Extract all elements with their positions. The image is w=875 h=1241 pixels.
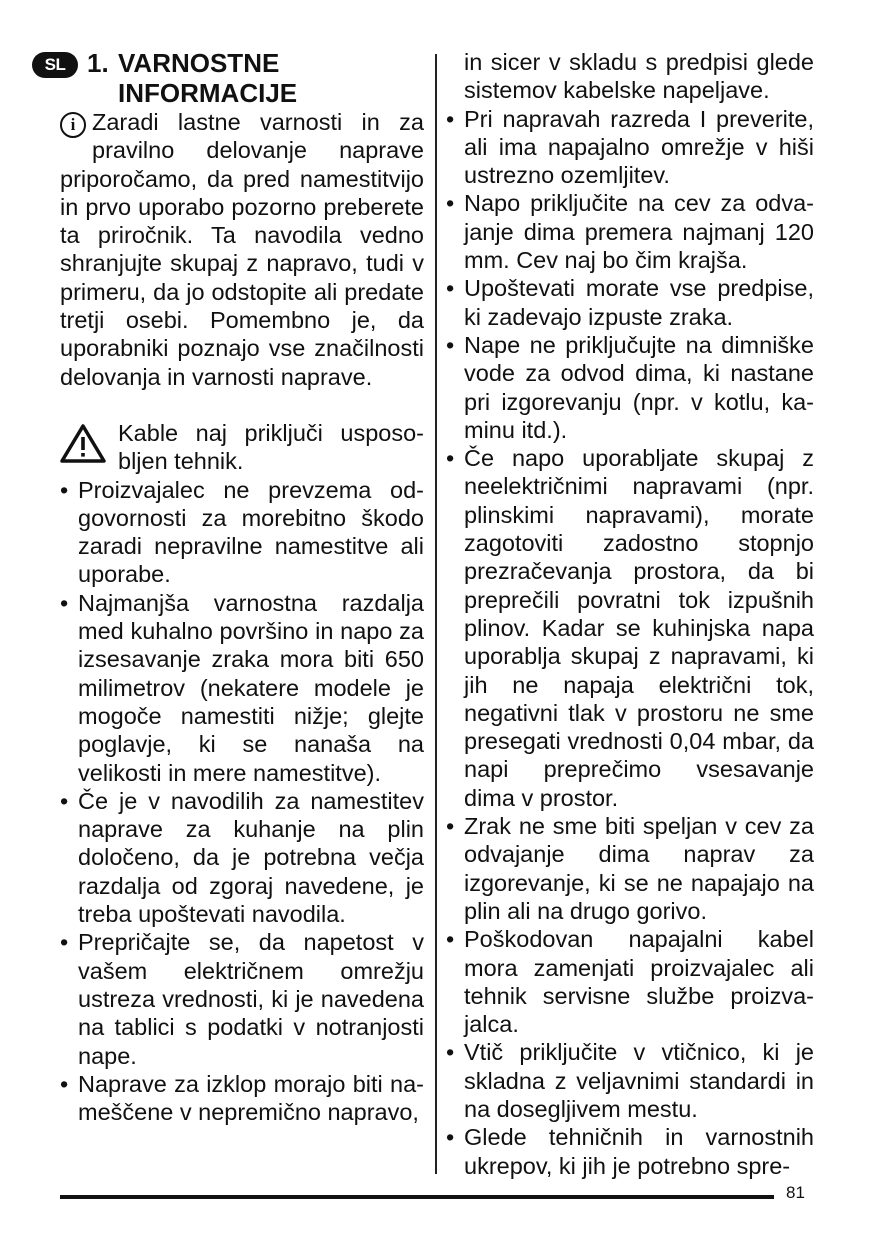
warning-triangle-icon xyxy=(60,423,106,463)
language-badge: SL xyxy=(32,52,78,78)
list-item: • Nape ne priključujte na dimniške vode za odvod dima, ki nastane pri izgorevanju (npr. v kotlu, kaminu itd.). xyxy=(446,331,814,443)
list-item: • Če napo uporabljate skupaj z neelektričnimi napravami (npr. plinskimi napravami), morate zagotoviti zadostno stopnjo prezračevanja prostora, da bi preprečili povratni tok izpušnih plinov. Kadar se kuhinjska napa uporablja skupaj z napravami, ki jih ne napaja električni tok, negativni tlak v prostoru ne sme presegati vrednosti 0,04 mbar, da napi preprečimo vsesavanje dima v prostor. xyxy=(446,445,814,811)
list-item: • Vtič priključite v vtičnico, ki je skladna z veljavnimi standardi in na dosegljivem mestu. xyxy=(446,1039,814,1122)
right-column xyxy=(446,48,814,1180)
list-item: • Prepričajte se, da napetost v vašem električnem omrežju ustreza vrednosti, ki je navedena na tablici s podatki v notranjosti nape. xyxy=(60,929,424,1069)
warning-text: Kable naj priključi usposobljen tehnik. xyxy=(118,419,424,475)
column-divider xyxy=(435,54,437,1174)
warning-block xyxy=(60,419,424,476)
intro-text: Zaradi lastne varnosti in za pravilno delovanje naprave priporočamo, da pred namestitvijo in prvo uporabo pozorno preberete ta priročnik. Ta navodila vedno shranjujte skupaj z napravo, tudi v primeru, da jo odstopite ali predate tretji osebi. Pomembno je, da uporabniki poznajo vse značilnosti delovanja in varnosti naprave. xyxy=(60,109,424,390)
list-item: • Glede tehničnih in varnostnih ukrepov, ki jih je potrebno spre- xyxy=(446,1124,814,1179)
section-title-line1: VARNOSTNE xyxy=(118,48,280,78)
list-item: • Poškodovan napajalni kabel mora zamenjati proizvajalec ali tehnik servisne službe proizvajalca. xyxy=(446,926,814,1038)
list-item: • Naprave za izklop morajo biti nameščene v nepremično napravo, xyxy=(60,1070,424,1126)
list-item: • Napo priključite na cev za odvajanje dima premera najmanj 120 mm. Cev naj bo čim krajša. xyxy=(446,190,814,274)
section-title-line2: INFORMACIJE xyxy=(118,78,298,108)
footer-rule xyxy=(60,1195,774,1199)
right-bullet-list xyxy=(446,105,814,1180)
info-icon: i xyxy=(60,112,86,138)
list-item: • Proizvajalec ne prevzema odgovornosti za morebitno škodo zaradi nepravilne namestitve ali uporabe. xyxy=(60,476,424,588)
list-item: • Če je v navodilih za namestitev naprave za kuhanje na plin določeno, da je potrebna večja razdalja od zgoraj navedene, je treba upoštevati navodila. xyxy=(60,787,424,928)
list-item: • Upoštevati morate vse predpise, ki zadevajo izpuste zraka. xyxy=(446,275,814,330)
section-number: 1. xyxy=(87,48,109,78)
list-item: • Pri napravah razreda I preverite, ali ima napajalno omrežje v hiši ustrezno ozemljitev. xyxy=(446,105,814,189)
page-number: 81 xyxy=(786,1183,805,1202)
list-item: • Najmanjša varnostna razdalja med kuhalno površino in napo za izsesavanje zraka mora biti 650 milimetrov (nekatere modele je mogoče namestiti nižje; glejte poglavje, ki se nanaša na velikosti in mere namestitve). xyxy=(60,589,424,786)
intro-paragraph xyxy=(60,108,424,391)
section-heading xyxy=(44,48,424,108)
continuation-text: in sicer v skladu s predpisi glede sistemov kabelske napeljave. xyxy=(464,49,814,104)
list-item: • Zrak ne sme biti speljan v cev za odvajanje dima naprav za izgorevanje, ki se ne napajajo na plin ali na drugo gorivo. xyxy=(446,813,814,924)
left-bullet-list xyxy=(60,476,424,1127)
left-column xyxy=(44,48,424,1126)
